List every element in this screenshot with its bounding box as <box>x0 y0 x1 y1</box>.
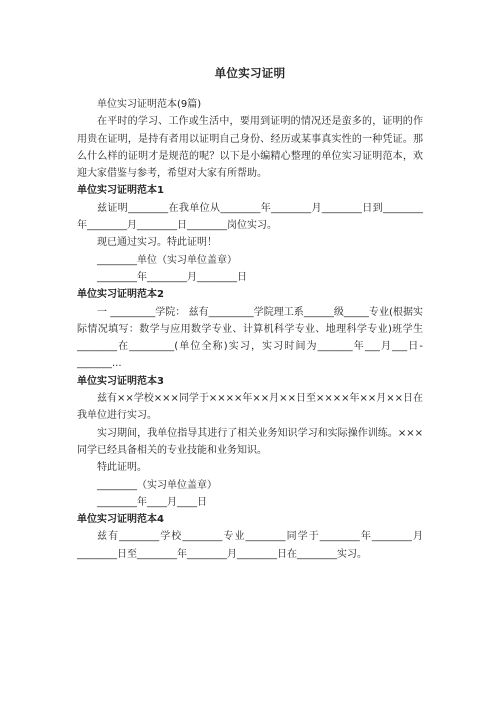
paragraph: ________（实习单位盖章） <box>97 479 217 491</box>
paragraph: 特此证明。 <box>97 462 147 474</box>
paragraph: ________年____月____日 <box>97 496 207 508</box>
document-body <box>77 96 423 563</box>
section-heading: 单位实习证明范本1 <box>77 185 164 197</box>
paragraph: 兹有××学校×××同学于××××年××月××日至××××年××月××日在我单位进行实习。 <box>77 393 423 422</box>
paragraph: 现已通过实习。特此证明！ <box>97 237 217 249</box>
section-heading: 单位实习证明范本2 <box>77 289 164 301</box>
paragraph: ________单位（实习单位盖章） <box>97 254 237 266</box>
paragraph: 兹证明________在我单位从________年________月________日到________年________月________日________岗位实习。 <box>77 202 423 232</box>
paragraph: 单位实习证明范本(9篇) <box>97 99 202 110</box>
paragraph: ________年________月________日 <box>97 271 247 283</box>
paragraph: 实习期间，我单位指导其进行了相关业务知识学习和实际操作训练。×××同学已经具备相关的专业技能和业务知识。 <box>77 427 423 456</box>
paragraph: 一 _________学院： 兹有_________学院理工系______级_____专业(根据实际情况填写：数学与应用数学专业、计算机科学专业、地理科学专业)班学生________在_________(单位全称)实习，实习时间为_______年___月___日-_______... <box>77 306 423 370</box>
document-title: 单位实习证明 <box>214 66 286 80</box>
paragraph: 在平时的学习、工作或生活中，要用到证明的情况还是蛮多的，证明的作用贵在证明，是持有者用以证明自己身份、经历或某事真实性的一种凭证。那么什么样的证明才是规范的呢？以下是小编精心整理的单位实习证明范本，欢迎大家借鉴与参考，希望对大家有所帮助。 <box>77 116 423 180</box>
section-heading: 单位实习证明范本3 <box>77 375 164 387</box>
section-heading: 单位实习证明范本4 <box>77 514 164 526</box>
paragraph: 兹有________学校________专业________同学于________年________月________日至________年________月________日在________实习。 <box>77 531 423 560</box>
document-page <box>77 0 423 563</box>
